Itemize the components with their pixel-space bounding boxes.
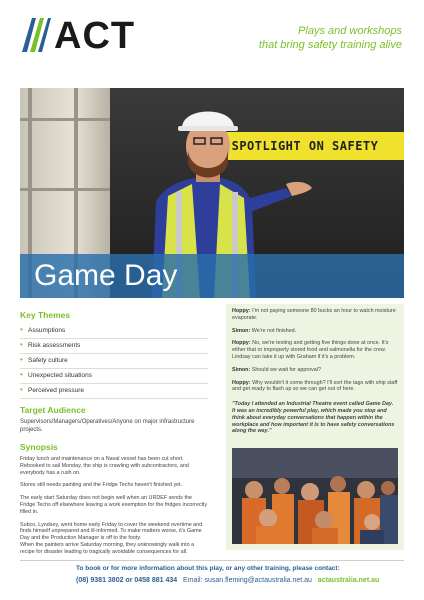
dialogue-line: Hoppy: No, we're testing and getting five things done at once. It's either that or improperly stored food and salmonella for the crew. Lindsay can take it up with Graham if it's a problem. (232, 340, 389, 360)
title-band (20, 254, 404, 298)
banner-text: SPOTLIGHT ON SAFETY (231, 139, 379, 153)
dialogue-line: Hoppy: Why wouldn't it come through? I'll sort the tags with ship staff and get ready to flash up so we can get out of here. (232, 379, 398, 393)
key-themes-heading: Key Themes (20, 310, 71, 320)
list-item: • Risk assessments (20, 339, 208, 354)
synopsis-heading: Synopsis (20, 442, 58, 452)
list-item: • Assumptions (20, 324, 208, 339)
key-themes-list (20, 324, 208, 399)
tagline-line-1: Plays and workshops (298, 25, 402, 37)
dialogue-line: Simon: Should we wait for approval? (232, 366, 322, 373)
left-column (20, 310, 208, 562)
footer (20, 560, 404, 600)
right-column (226, 304, 404, 550)
synopsis-paragraph: The early start Saturday does not begin well when an URDEF sends the Fridge Techs off elsewhere leaving a work exemption for the fridges incorrectly filled in. (20, 495, 208, 515)
testimonial-quote: "Today I attended an Industrial Theatre event called Game Day. It was an incredibly powerful play, which made you stop and think about everyday conversations that happen within the workplace and how important it is to have safety conversations along the way." (232, 401, 395, 435)
tagline-line-2: that bring safety training alive (258, 39, 402, 51)
list-item: • Unexpected situations (20, 369, 208, 384)
footer-booking-text: To book or for more information about this play, or any other training, please contact: (76, 565, 340, 572)
footer-contact-line (76, 577, 379, 584)
synopsis-paragraph: Friday lunch and maintenance on a Naval vessel has been cut short. Rebooked to sail Monday, the ship is crawling with subcontractors, and everybody has a rush on. (20, 456, 189, 476)
list-item: • Safety culture (20, 354, 208, 369)
tagline (259, 24, 402, 52)
audience-photo (232, 448, 398, 544)
synopsis-paragraph: Stores still needs painting and the Fridge Techs haven't finished yet. (20, 482, 183, 489)
logo-swoosh-icon (20, 14, 54, 54)
phone-numbers: (08) 9381 3802 or 0458 881 434 (76, 577, 178, 584)
hero-image (20, 88, 404, 298)
act-logo (20, 14, 136, 58)
dialogue-excerpt (226, 304, 404, 393)
dialogue-line: Hoppy: I'm not paying someone 80 bucks an hour to watch moisture evaporate. (232, 308, 396, 321)
list-item: • Perceived pressure (20, 384, 208, 399)
header (0, 0, 424, 88)
audience-photo-icon (232, 448, 398, 544)
email-link[interactable]: Email: susan.fleming@actaustralia.net.au (183, 577, 312, 584)
synopsis-paragraph: When the painters arrive Saturday morning, they unknowingly walk into a recipe for disaster leading to tragically avoidable consequences for all. (20, 541, 195, 555)
target-audience-heading: Target Audience (20, 405, 86, 415)
synopsis-paragraph: Subco, Lyndsey, went home early Friday to cover the weekend overtime and finds himself unprepared and ill-informed. To make matters worse, it's Game Day and the Production Manager is off to the footy. (20, 521, 203, 542)
logo-text: ACT (54, 15, 136, 57)
target-audience-text: Supervisors/Managers/Operatives/Anyone on major infrastructure projects. (20, 419, 195, 433)
website-link[interactable]: actaustralia.net.au (317, 577, 380, 584)
dialogue-line: Simon: We're not finished. (232, 327, 297, 334)
play-title: Game Day (34, 259, 178, 292)
